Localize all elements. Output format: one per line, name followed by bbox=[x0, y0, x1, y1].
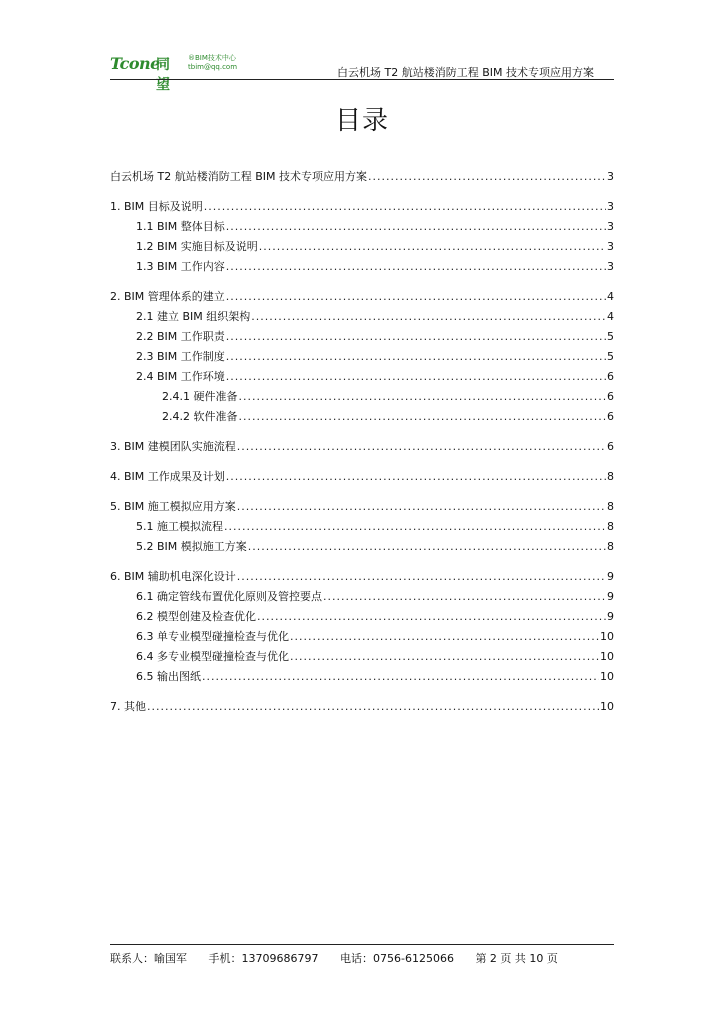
toc-entry[interactable] bbox=[136, 238, 614, 254]
toc-entry[interactable] bbox=[136, 218, 614, 234]
toc-entry[interactable] bbox=[136, 538, 614, 554]
toc-leader bbox=[251, 310, 606, 324]
toc-leader bbox=[226, 220, 606, 234]
toc-entry-page: 4 bbox=[607, 310, 614, 323]
footer-mobile: 手机：13709686797 bbox=[208, 952, 319, 965]
toc-entry-page: 3 bbox=[607, 240, 614, 253]
toc-entry-label: 5.2 BIM 模拟施工方案 bbox=[136, 540, 247, 553]
toc-entry-label: 2.4 BIM 工作环境 bbox=[136, 370, 225, 383]
toc-leader bbox=[239, 410, 607, 424]
toc-leader bbox=[290, 650, 599, 664]
toc-leader bbox=[290, 630, 599, 644]
toc-entry-label: 1.2 BIM 实施目标及说明 bbox=[136, 240, 258, 253]
toc-leader bbox=[226, 350, 606, 364]
toc-entry-label: 2.4.1 硬件准备 bbox=[162, 390, 238, 403]
toc-entry-page: 5 bbox=[607, 330, 614, 343]
toc-entry[interactable] bbox=[162, 388, 614, 404]
toc-entry[interactable] bbox=[110, 168, 614, 184]
toc-entry-page: 9 bbox=[607, 610, 614, 623]
toc-entry[interactable] bbox=[110, 438, 614, 454]
toc-entry[interactable] bbox=[136, 668, 614, 684]
toc-entry[interactable] bbox=[110, 698, 614, 714]
toc-entry-label: 2.2 BIM 工作职责 bbox=[136, 330, 225, 343]
toc-entry-page: 10 bbox=[600, 700, 614, 713]
toc-entry-page: 8 bbox=[607, 470, 614, 483]
toc-entry-label: 白云机场 T2 航站楼消防工程 BIM 技术专项应用方案 bbox=[110, 170, 367, 183]
toc-entry-page: 8 bbox=[607, 500, 614, 513]
toc-entry-label: 6.3 单专业模型碰撞检查与优化 bbox=[136, 630, 289, 643]
footer-page-number: 第 2 页 共 10 页 bbox=[475, 952, 558, 965]
footer-divider bbox=[110, 944, 614, 945]
toc-entry-label: 6.4 多专业模型碰撞检查与优化 bbox=[136, 650, 289, 663]
toc-entry-label: 6. BIM 辅助机电深化设计 bbox=[110, 570, 236, 583]
toc-entry-label: 6.5 输出图纸 bbox=[136, 670, 201, 683]
toc-leader bbox=[237, 500, 606, 514]
toc-entry-label: 1. BIM 目标及说明 bbox=[110, 200, 203, 213]
toc-entry-page: 8 bbox=[607, 540, 614, 553]
toc-entry[interactable] bbox=[136, 588, 614, 604]
toc-leader bbox=[248, 540, 606, 554]
logo-email: tbim@qq.com bbox=[188, 63, 238, 71]
toc-entry-label: 6.2 模型创建及检查优化 bbox=[136, 610, 256, 623]
toc-entry-page: 3 bbox=[607, 220, 614, 233]
toc-leader bbox=[204, 200, 606, 214]
toc-entry[interactable] bbox=[136, 648, 614, 664]
toc-entry-page: 6 bbox=[607, 370, 614, 383]
page-title: 目录 bbox=[334, 106, 389, 136]
toc-entry[interactable] bbox=[110, 468, 614, 484]
header-title: 白云机场 T2 航站楼消防工程 BIM 技术专项应用方案 bbox=[337, 66, 594, 79]
toc-entry[interactable] bbox=[136, 368, 614, 384]
toc-leader bbox=[323, 590, 606, 604]
toc-leader bbox=[226, 370, 606, 384]
toc-entry-page: 6 bbox=[607, 390, 614, 403]
toc-entry-label: 2.1 建立 BIM 组织架构 bbox=[136, 310, 251, 323]
footer-contact: 联系人：喻国军 bbox=[110, 952, 187, 965]
toc-entry-label: 5. BIM 施工模拟应用方案 bbox=[110, 500, 236, 513]
toc-entry-page: 9 bbox=[607, 570, 614, 583]
toc-entry-label: 1.1 BIM 整体目标 bbox=[136, 220, 225, 233]
logo-subtitle bbox=[188, 54, 237, 72]
toc-entry-label: 2.4.2 软件准备 bbox=[162, 410, 238, 423]
toc-entry-page: 10 bbox=[600, 650, 614, 663]
toc-entry[interactable] bbox=[136, 258, 614, 274]
toc-entry[interactable] bbox=[110, 198, 614, 214]
toc-entry-page: 10 bbox=[600, 670, 614, 683]
toc-leader bbox=[257, 610, 606, 624]
toc-entry-page: 5 bbox=[607, 350, 614, 363]
toc-entry-label: 2.3 BIM 工作制度 bbox=[136, 350, 225, 363]
logo-line1: ®BIM技术中心 bbox=[188, 54, 236, 62]
toc-entry[interactable] bbox=[110, 568, 614, 584]
toc-entry[interactable] bbox=[136, 628, 614, 644]
toc-leader bbox=[237, 570, 606, 584]
toc-entry-label: 4. BIM 工作成果及计划 bbox=[110, 470, 225, 483]
toc-leader bbox=[226, 470, 606, 484]
logo-wordmark: Tcone bbox=[110, 54, 160, 73]
toc-entry[interactable] bbox=[162, 408, 614, 424]
toc-entry[interactable] bbox=[110, 288, 614, 304]
toc-entry-page: 6 bbox=[607, 440, 614, 453]
toc-entry-page: 3 bbox=[607, 170, 614, 183]
toc-entry-label: 3. BIM 建模团队实施流程 bbox=[110, 440, 236, 453]
toc-leader bbox=[259, 240, 606, 254]
toc-leader bbox=[202, 670, 599, 684]
toc-entry[interactable] bbox=[136, 348, 614, 364]
toc-entry[interactable] bbox=[136, 608, 614, 624]
toc-leader bbox=[224, 520, 606, 534]
page-header bbox=[110, 50, 614, 93]
toc-entry-page: 9 bbox=[607, 590, 614, 603]
toc-entry[interactable] bbox=[136, 328, 614, 344]
toc-leader bbox=[237, 440, 606, 454]
toc-leader bbox=[226, 330, 606, 344]
toc-entry-page: 3 bbox=[607, 260, 614, 273]
toc-leader bbox=[239, 390, 607, 404]
footer-text bbox=[110, 950, 576, 966]
toc-entry-label: 5.1 施工模拟流程 bbox=[136, 520, 223, 533]
toc-entry[interactable] bbox=[136, 308, 614, 324]
toc-entry-label: 7. 其他 bbox=[110, 700, 146, 713]
toc-entry-label: 2. BIM 管理体系的建立 bbox=[110, 290, 225, 303]
logo-chinese: 同望 bbox=[156, 57, 170, 93]
toc-entry[interactable] bbox=[110, 498, 614, 514]
toc-entry-page: 10 bbox=[600, 630, 614, 643]
toc-leader bbox=[226, 260, 606, 274]
toc-leader bbox=[147, 700, 599, 714]
footer-phone: 电话：0756-6125066 bbox=[339, 952, 454, 965]
toc-leader bbox=[226, 290, 606, 304]
toc-entry-page: 3 bbox=[607, 200, 614, 213]
toc-entry[interactable] bbox=[136, 518, 614, 534]
header-divider bbox=[110, 79, 614, 80]
toc-entry-page: 8 bbox=[607, 520, 614, 533]
toc-entry-label: 6.1 确定管线布置优化原则及管控要点 bbox=[136, 590, 322, 603]
toc-entry-page: 4 bbox=[607, 290, 614, 303]
toc-entry-label: 1.3 BIM 工作内容 bbox=[136, 260, 225, 273]
toc-leader bbox=[368, 170, 606, 184]
toc-entry-page: 6 bbox=[607, 410, 614, 423]
